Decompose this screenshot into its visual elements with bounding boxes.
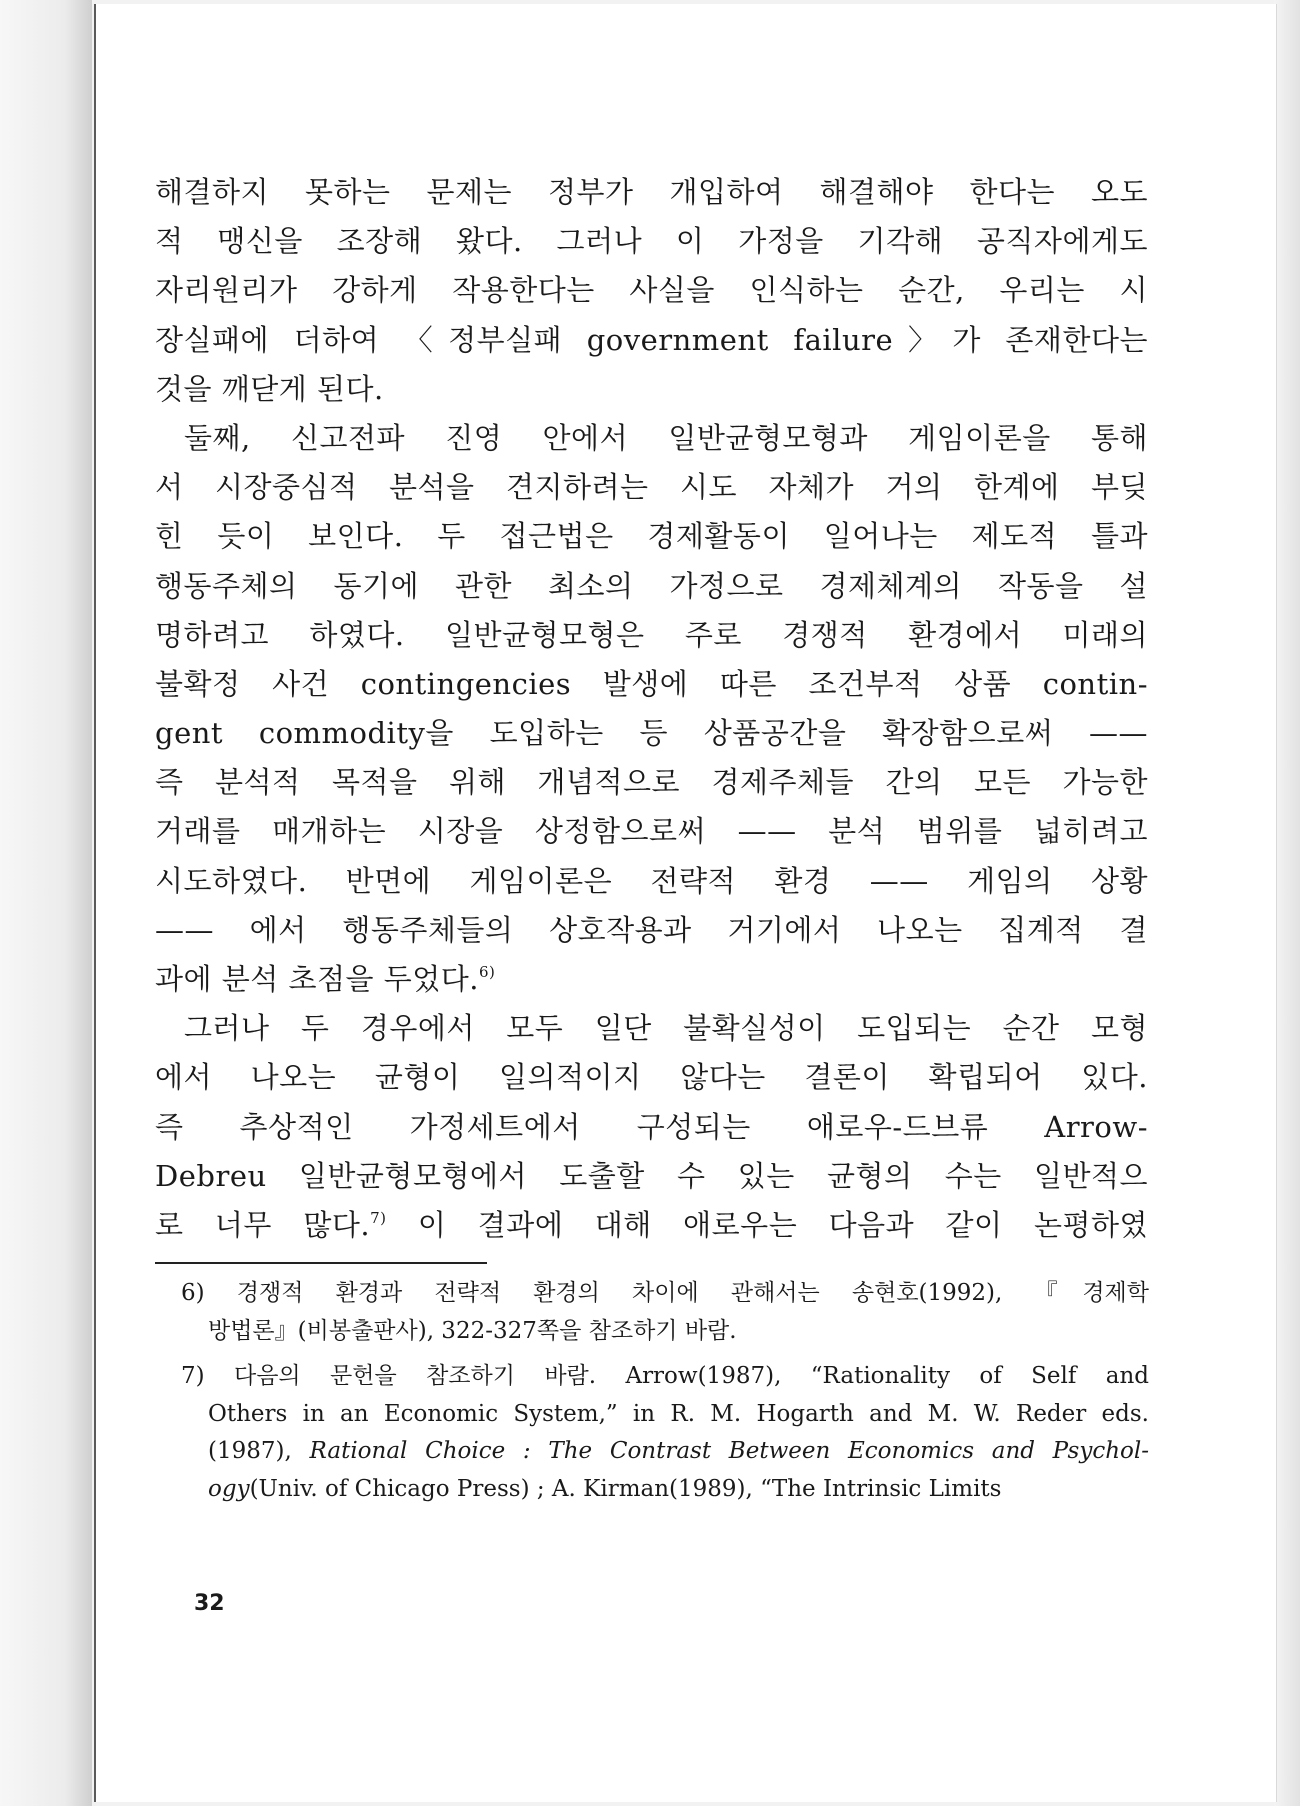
book-title-italic: ogy bbox=[208, 1475, 250, 1502]
body-line: 거래를 매개하는 시장을 상정함으로써 —— 분석 범위를 넓히려고 bbox=[155, 814, 1148, 849]
body-line: 불확정 사건 contingencies 발생에 따른 조건부적 상품 contin- bbox=[155, 666, 1148, 701]
footnotes bbox=[181, 1275, 1149, 1508]
footnote-line bbox=[181, 1471, 1149, 1509]
body-line: 장실패에 더하여 〈정부실패 government failure〉가 존재한다는 bbox=[155, 322, 1148, 357]
footnote-ref-7: 7) bbox=[370, 1208, 387, 1227]
page-number: 32 bbox=[194, 1591, 225, 1616]
body-line: 해결하지 못하는 문제는 정부가 개입하여 해결해야 한다는 오도 bbox=[155, 175, 1148, 209]
footnote-text: (Univ. of Chicago Press) ; A. Kirman(1989), “The Intrinsic Limits bbox=[249, 1475, 1002, 1502]
body-line: 시도하였다. 반면에 게임이론은 전략적 환경 —— 게임의 상황 bbox=[155, 863, 1148, 898]
right-page-shadow bbox=[1274, 0, 1300, 1806]
binding-gutter bbox=[0, 0, 92, 1806]
body-text bbox=[155, 168, 1148, 1250]
body-line: 그러나 두 경우에서 모두 일단 불확실성이 도입되는 순간 모형 bbox=[184, 1011, 1148, 1046]
footnote-line: 6) 경쟁적 환경과 전략적 환경의 차이에 관해서는 송현호(1992), 『경제학 bbox=[181, 1280, 1149, 1306]
footnote-rule bbox=[155, 1262, 487, 1264]
body-line: gent commodity을 도입하는 등 상품공간을 확장함으로써 —— bbox=[155, 716, 1148, 751]
body-line bbox=[155, 1201, 1148, 1250]
footnote-ref-6: 6) bbox=[479, 963, 496, 981]
body-line: —— 에서 행동주체들의 상호작용과 거기에서 나오는 집계적 결 bbox=[155, 912, 1148, 947]
body-line: 즉 분석적 목적을 위해 개념적으로 경제주체들 간의 모든 가능한 bbox=[155, 765, 1148, 800]
book-title-italic: Rational Choice : The Contrast Between Economics and Psychol- bbox=[309, 1438, 1149, 1464]
footnote-line: 방법론』(비봉출판사), 322-327쪽을 참조하기 바람. bbox=[208, 1317, 737, 1344]
footnote-line bbox=[181, 1433, 1149, 1471]
body-line-text: 과에 분석 초점을 두었다. bbox=[155, 962, 480, 996]
body-line: 에서 나오는 균형이 일의적이지 않다는 결론이 확립되어 있다. bbox=[155, 1060, 1148, 1095]
body-line: 명하려고 하였다. 일반균형모형은 주로 경쟁적 환경에서 미래의 bbox=[155, 617, 1148, 652]
body-line bbox=[155, 955, 1148, 1004]
footnote-text: (1987), bbox=[208, 1438, 292, 1464]
body-line: 즉 추상적인 가정세트에서 구성되는 애로우-드브류 Arrow- bbox=[155, 1109, 1148, 1144]
footnote-line: Others in an Economic System,” in R. M. Hogarth and M. W. Reder eds. bbox=[208, 1400, 1149, 1427]
body-line: 서 시장중심적 분석을 견지하려는 시도 자체가 거의 한계에 부딪 bbox=[155, 470, 1148, 505]
body-line: 적 맹신을 조장해 왔다. 그러나 이 가정을 기각해 공직자에게도 bbox=[155, 224, 1148, 259]
body-line-text: 로 너무 많다. bbox=[155, 1207, 371, 1242]
footnote-line: 7) 다음의 문헌을 참조하기 바람. Arrow(1987), “Rationality of Self and bbox=[181, 1363, 1149, 1389]
body-line: 자리원리가 강하게 작용한다는 사실을 인식하는 순간, 우리는 시 bbox=[155, 273, 1148, 308]
body-line: 것을 깨닫게 된다. bbox=[155, 371, 384, 406]
body-line: 행동주체의 동기에 관한 최소의 가정으로 경제체계의 작동을 설 bbox=[155, 568, 1148, 603]
body-line: 둘째, 신고전파 진영 안에서 일반균형모형과 게임이론을 통해 bbox=[184, 420, 1148, 455]
body-line-text: 이 결과에 대해 애로우는 다음과 같이 논평하였 bbox=[417, 1207, 1148, 1242]
body-line: 힌 듯이 보인다. 두 접근법은 경제활동이 일어나는 제도적 틀과 bbox=[155, 519, 1148, 554]
body-line: Debreu 일반균형모형에서 도출할 수 있는 균형의 수는 일반적으 bbox=[155, 1158, 1148, 1193]
